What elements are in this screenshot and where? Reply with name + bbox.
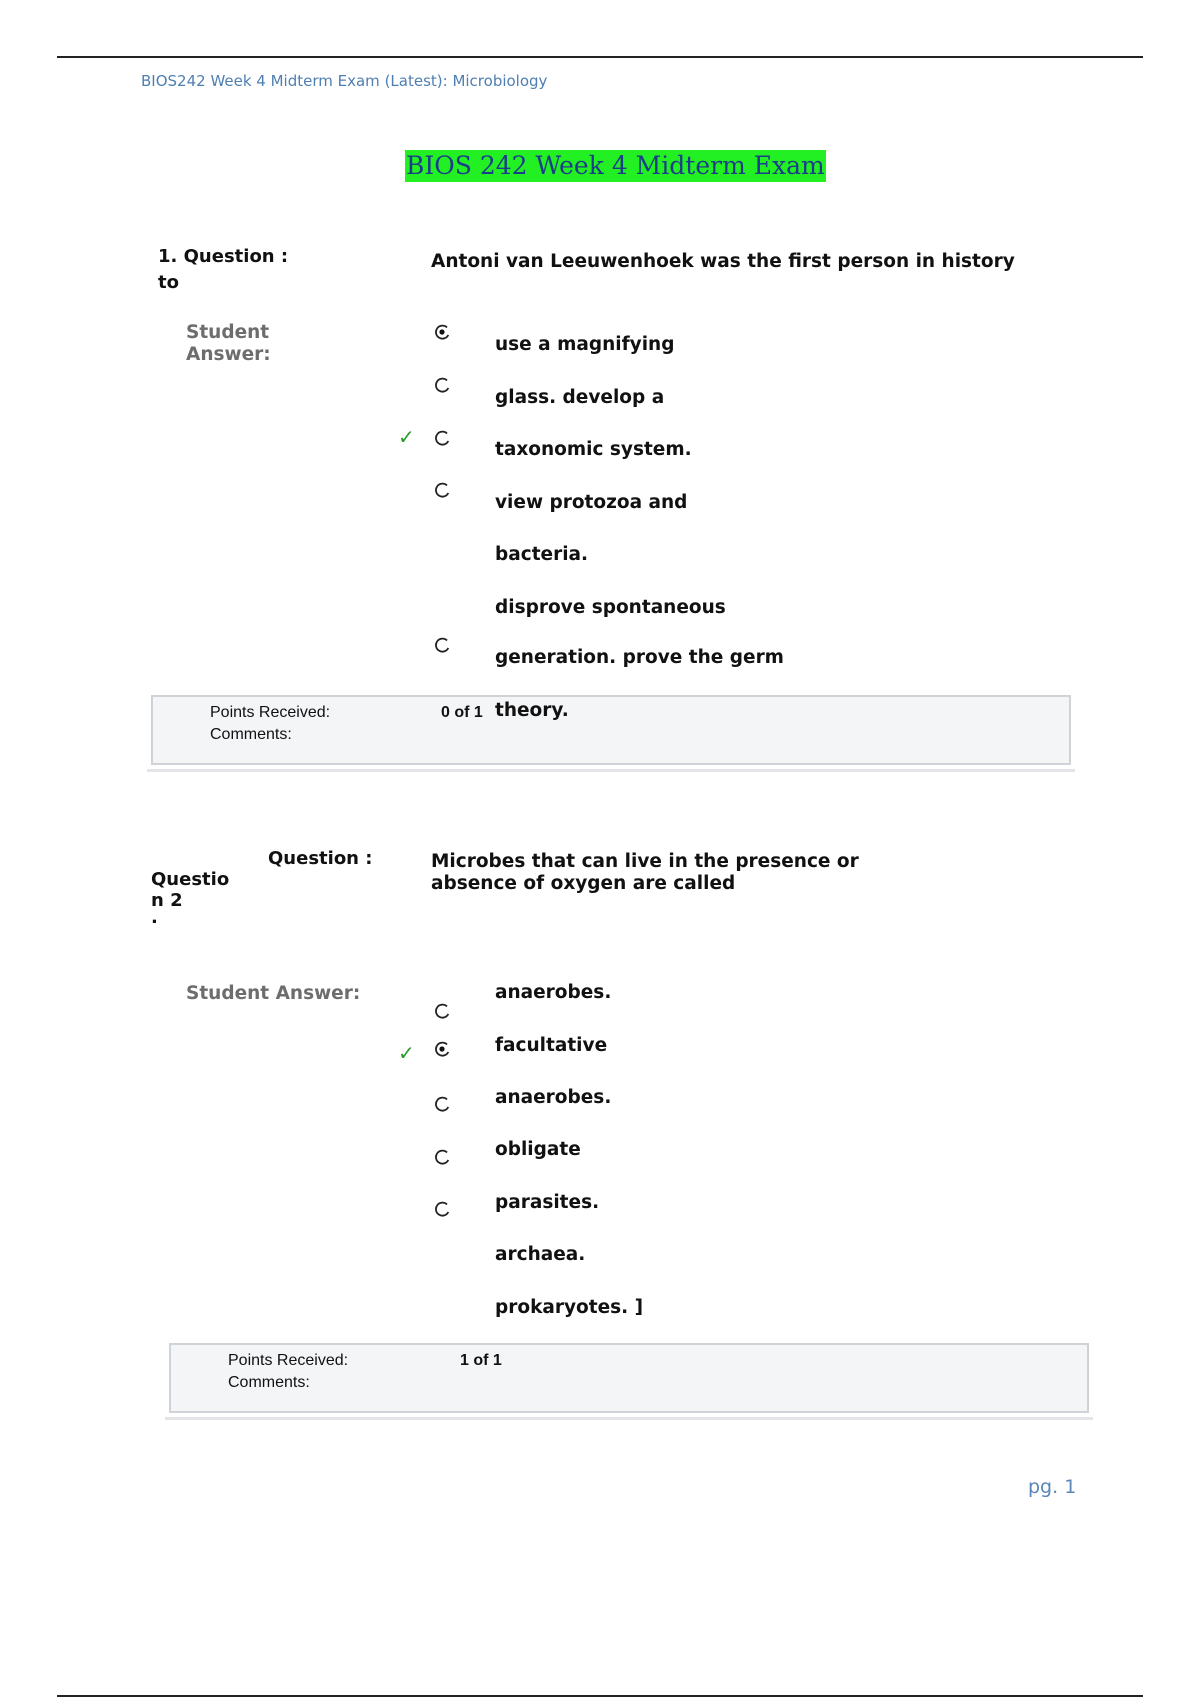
q1-label: 1. Question :: [158, 246, 289, 267]
running-header: BIOS242 Week 4 Midterm Exam (Latest): Microbiology: [141, 72, 548, 90]
q1-points-divider: [147, 769, 1075, 772]
q1-radio[interactable]: [434, 482, 450, 498]
q2-comments-label: Comments:: [228, 1374, 310, 1391]
q2-correct-check-icon: ✓: [398, 1041, 415, 1065]
q1-radio[interactable]: [434, 430, 450, 446]
q1-option-text: taxonomic system.: [495, 439, 692, 460]
q1-student-answer-line2: Answer:: [186, 344, 271, 365]
q1-stem: Antoni van Leeuwenhoek was the first person in history: [431, 251, 1015, 272]
q1-points-label: Points Received:: [210, 704, 331, 721]
q2-points-label: Points Received:: [228, 1352, 349, 1369]
q2-side-label-line3: .: [151, 907, 158, 928]
q1-option-text: use a magnifying: [495, 334, 675, 355]
q1-points-value: 0 of 1: [441, 704, 483, 721]
q2-radio[interactable]: [434, 1003, 450, 1019]
q1-option-text: theory.: [495, 700, 569, 721]
q1-radio[interactable]: [434, 637, 450, 653]
page-number: pg. 1: [1028, 1476, 1077, 1498]
bottom-rule: [57, 1695, 1143, 1697]
q2-label: Question :: [268, 848, 373, 869]
top-rule: [57, 56, 1143, 58]
q2-side-label-line1: Questio: [151, 869, 230, 890]
q2-option-text: obligate: [495, 1139, 581, 1160]
q1-radio[interactable]: [434, 377, 450, 393]
q1-option-text: generation. prove the germ: [495, 647, 784, 668]
q1-option-text: view protozoa and: [495, 492, 688, 513]
q2-radio-selected[interactable]: [434, 1041, 450, 1057]
q1-correct-check-icon: ✓: [398, 425, 415, 449]
q2-points-value: 1 of 1: [460, 1352, 502, 1369]
q2-student-answer-label: Student Answer:: [186, 983, 361, 1004]
q2-radio[interactable]: [434, 1201, 450, 1217]
q1-option-text: glass. develop a: [495, 387, 665, 408]
q1-option-text: bacteria.: [495, 544, 589, 565]
q1-option-text: disprove spontaneous: [495, 597, 726, 618]
q2-option-text: parasites.: [495, 1192, 600, 1213]
q2-option-text: prokaryotes. ]: [495, 1297, 644, 1318]
q2-option-text: anaerobes.: [495, 1087, 612, 1108]
q1-student-answer-label: [186, 322, 271, 366]
q2-option-text: archaea.: [495, 1244, 586, 1265]
q1-comments-label: Comments:: [210, 726, 292, 743]
q1-student-answer-line1: Student: [186, 322, 270, 343]
q1-label-continued: to: [158, 272, 179, 293]
q2-radio[interactable]: [434, 1096, 450, 1112]
q2-radio[interactable]: [434, 1149, 450, 1165]
q2-option-text: anaerobes.: [495, 982, 612, 1003]
q2-stem: Microbes that can live in the presence or absence of oxygen are called: [431, 851, 859, 894]
q2-option-text: facultative: [495, 1035, 608, 1056]
q1-radio-selected[interactable]: [434, 324, 450, 340]
exam-title: BIOS 242 Week 4 Midterm Exam: [406, 151, 825, 180]
q2-side-label: [151, 869, 230, 928]
q2-points-divider: [165, 1417, 1093, 1420]
q2-side-label-line2: n 2: [151, 890, 183, 911]
